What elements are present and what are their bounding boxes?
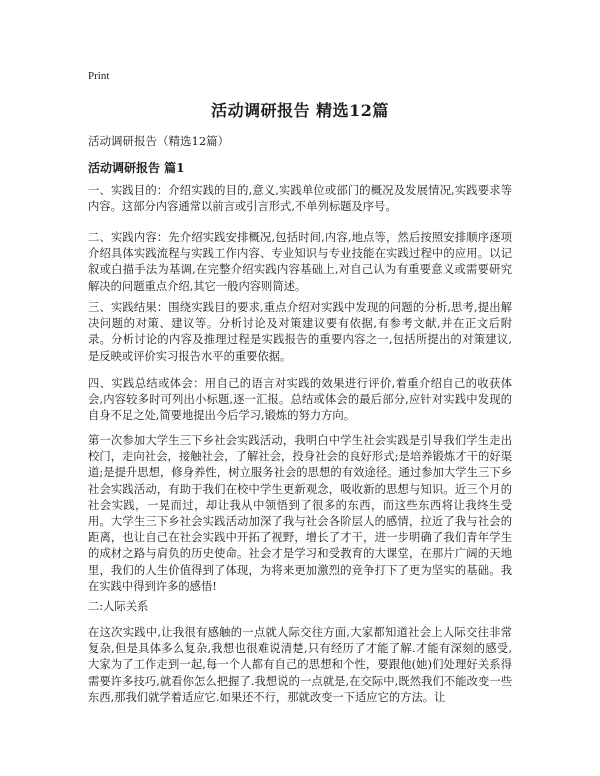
print-link[interactable]: Print xyxy=(88,70,110,82)
paragraph-results: 三、实践结果：围绕实践目的要求,重点介绍对实践中发现的问题的分析,思考,提出解决问题的对策、建议等。分析讨论及对策建议要有依据,有参考文献,并在正文后附录。分析讨论的内容及推理过程是实践报告的重要内容之一,包括所提出的对策建议,是反映或评价实习报告水平的重要依据。 xyxy=(88,301,512,363)
subheading-relationships: 二:人际关系 xyxy=(88,600,149,613)
document-subtitle: 活动调研报告（精选12篇） xyxy=(88,134,230,148)
section-heading: 活动调研报告 篇1 xyxy=(88,161,185,175)
paragraph-relationships: 在这次实践中,让我很有感触的一点就人际交往方面,大家都知道社会上人际交往非常复杂,但是具体多么复杂,我想也很难说清楚,只有经历了才能了解.才能有深刻的感受,大家为了工作走到一起,每一个人都有自己的思想和个性，要跟他(她)们处理好关系得需要许多技巧,就看你怎么把握了.我想说的一点就是,在交际中,既然我们不能改变一些东西,那我们就学着适应它.如果还不行，那就改变一下适应它的方法。让 xyxy=(88,626,512,704)
page-title: 活动调研报告 精选12篇 xyxy=(211,101,389,120)
paragraph-experience: 第一次参加大学生三下乡社会实践活动，我明白中学生社会实践是引导我们学生走出校门，走向社会，接触社会，了解社会，投身社会的良好形式;是培养锻炼才干的好渠道;是提升思想，修身养性，树立服务社会的思想的有效途径。通过参加大学生三下乡社会实践活动，有助于我们在校中学生更新观念，吸收新的思想与知识。近三个月的社会实践，一晃而过，却让我从中领悟到了很多的东西，而这些东西将让我终生受用。大学生三下乡社会实践活动加深了我与社会各阶层人的感情，拉近了我与社会的距离，也让自己在社会实践中开拓了视野，增长了才干，进一步明确了我们青年学生的成材之路与肩负的历史使命。社会才是学习和受教育的大课堂，在那片广阔的天地里，我们的人生价值得到了体现，为将来更加激烈的竞争打下了更为坚实的基础。我在实践中得到许多的感悟! xyxy=(88,434,512,593)
paragraph-purpose: 一、实践目的：介绍实践的目的,意义,实践单位或部门的概况及发展情况,实践要求等内容。这部分内容通常以前言或引言形式,不单列标题及序号。 xyxy=(88,184,512,214)
paragraph-content: 二、实践内容：先介绍实践安排概况,包括时间,内容,地点等，然后按照安排顺序逐项介绍具体实践流程与实践工作内容、专业知识与专业技能在实践过程中的应用。以记叙或白描手法为基调,在完整介绍实践内容基础上,对自己认为有重要意义或需要研究解决的问题重点介绍,其它一般内容则简述。 xyxy=(88,231,512,293)
paragraph-summary: 四、实践总结或体会：用自己的语言对实践的效果进行评价,着重介绍自己的收获体会,内容较多时可列出小标题,逐一汇报。总结或体会的最后部分,应针对实践中发现的自身不足之处,简要地提出今后学习,锻炼的努力方向。 xyxy=(88,377,512,423)
